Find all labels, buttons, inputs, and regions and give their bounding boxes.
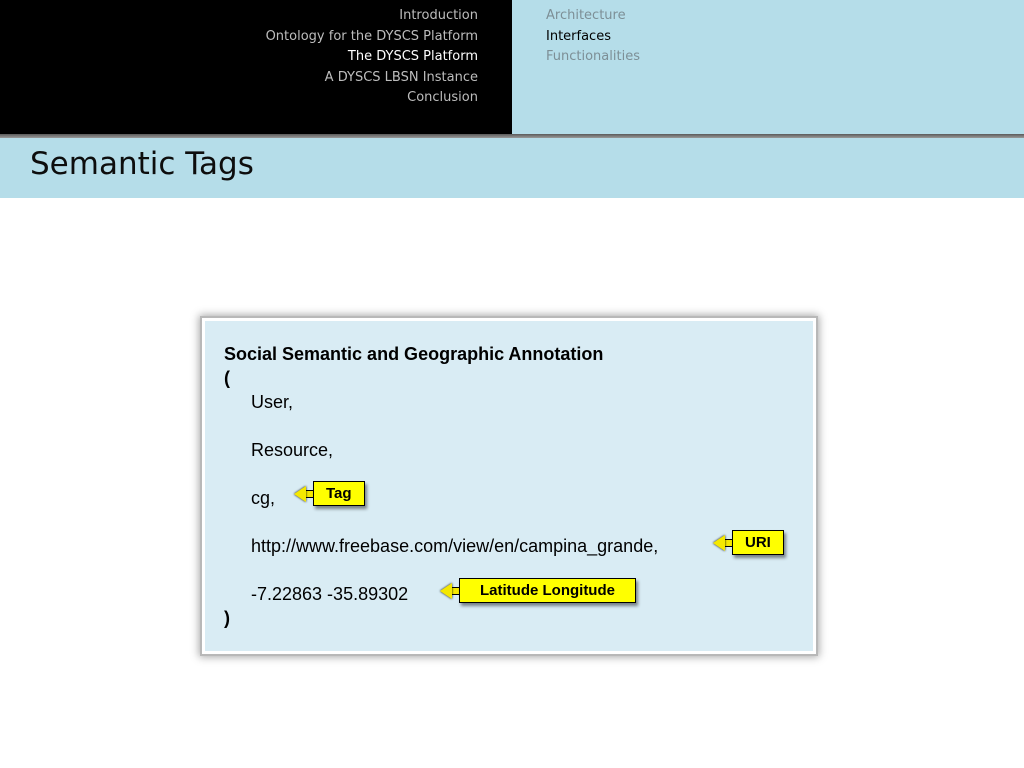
nav-section-introduction[interactable]: Introduction (399, 8, 478, 23)
nav-subsection-functionalities[interactable]: Functionalities (546, 49, 640, 64)
arrow-left-icon (294, 486, 306, 502)
slide-title: Semantic Tags (30, 146, 254, 182)
nav-section-lbsn-instance[interactable]: A DYSCS LBSN Instance (324, 69, 478, 85)
annotation-heading: Social Semantic and Geographic Annotation (224, 344, 604, 364)
subsection-navigation (546, 6, 640, 68)
uri-callout (713, 530, 784, 555)
close-paren: ) (224, 608, 230, 628)
nav-section-ontology[interactable]: Ontology for the DYSCS Platform (265, 28, 478, 44)
annotation-user: User, (251, 392, 294, 412)
uri-label: URI (732, 530, 784, 555)
arrow-shaft (724, 539, 732, 547)
arrow-left-icon (713, 535, 725, 551)
open-paren: ( (224, 368, 230, 388)
tag-label: Tag (313, 481, 365, 506)
nav-section-conclusion[interactable]: Conclusion (407, 90, 478, 105)
arrow-left-icon (440, 583, 452, 599)
nav-subsection-architecture[interactable]: Architecture (546, 8, 626, 23)
tag-callout (294, 481, 365, 506)
nav-section-dyscs-platform[interactable]: The DYSCS Platform (347, 49, 478, 64)
nav-subsection-interfaces[interactable]: Interfaces (546, 28, 611, 44)
annotation-latlng-value: -7.22863 -35.89302 (251, 584, 409, 604)
latlng-label: Latitude Longitude (459, 578, 636, 603)
annotation-tag-value: cg, (251, 488, 276, 508)
annotation-uri-value: http://www.freebase.com/view/en/campina_grande, (251, 536, 659, 556)
section-navigation (266, 6, 478, 109)
latlng-callout (440, 578, 636, 603)
arrow-shaft (305, 490, 313, 498)
annotation-resource: Resource, (251, 440, 334, 460)
arrow-shaft (451, 587, 459, 595)
